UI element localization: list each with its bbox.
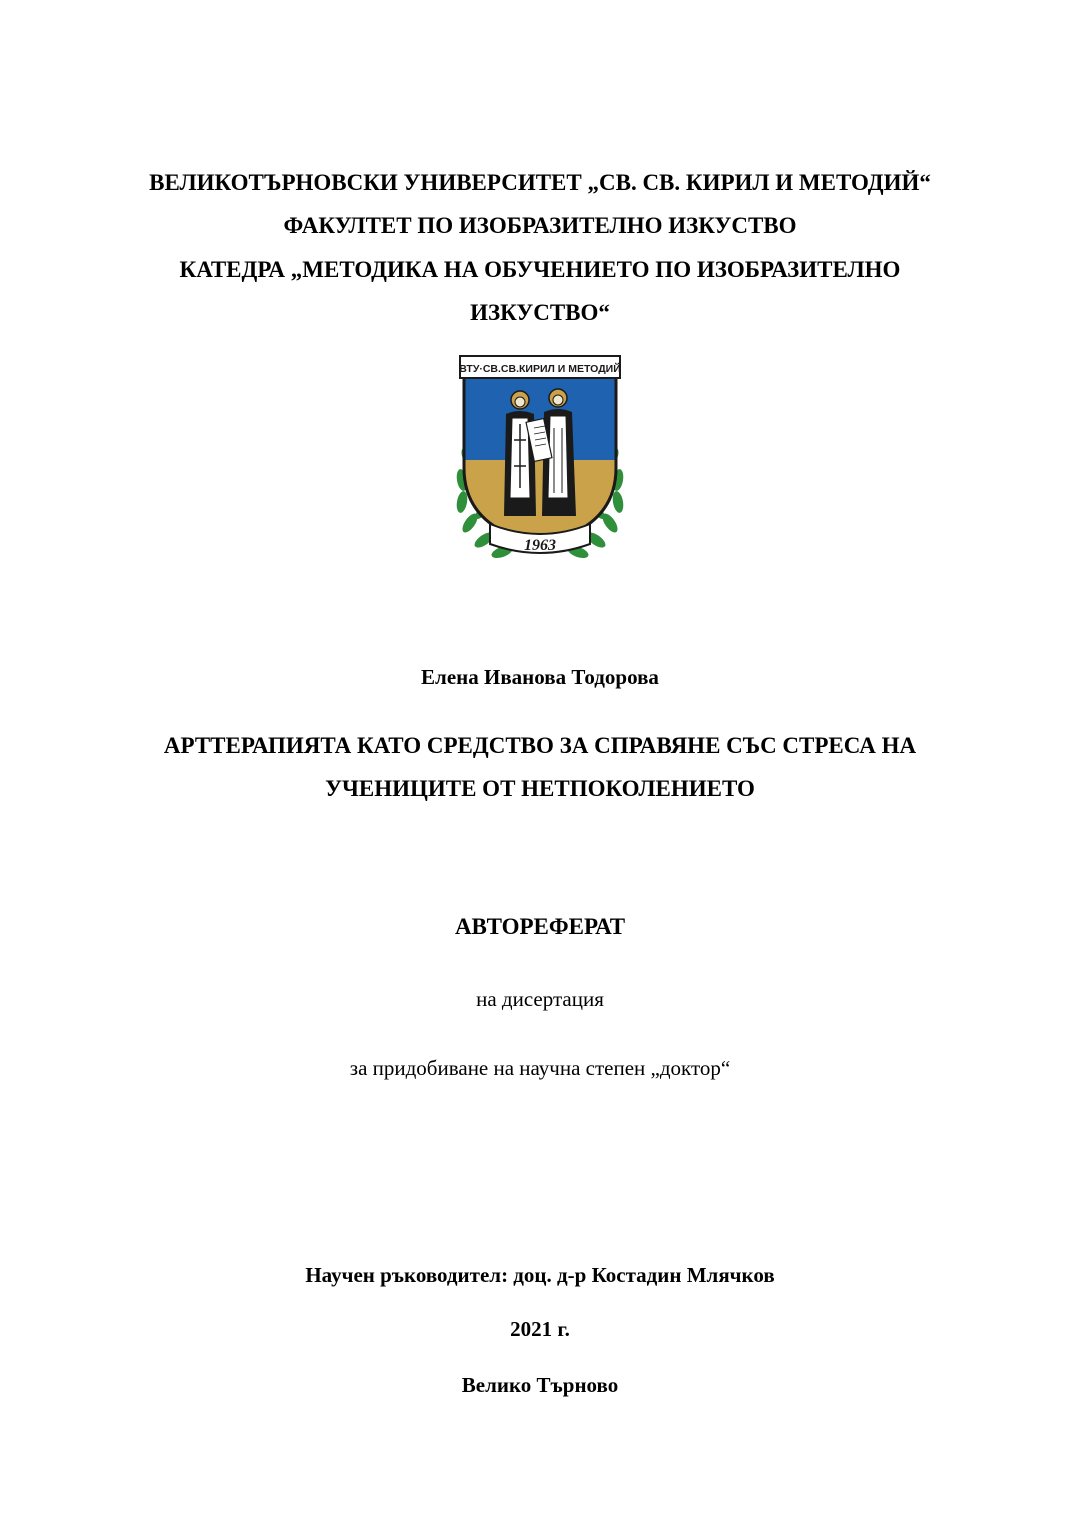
thesis-title-line2: УЧЕНИЦИТЕ ОТ НЕТПОКОЛЕНИЕТО	[325, 776, 755, 801]
author-name: Елена Иванова Тодорова	[421, 665, 659, 689]
founding-year: 1963	[524, 537, 556, 554]
supervisor: Научен ръководител: доц. д-р Костадин Млячков	[305, 1263, 775, 1287]
university-logo	[450, 348, 630, 572]
thesis-title-line1: АРТТЕРАПИЯТА КАТО СРЕДСТВО ЗА СПРАВЯНЕ СЪС СТРЕСА НА	[163, 733, 917, 758]
faculty-name: ФАКУЛТЕТ ПО ИЗОБРАЗИТЕЛНО ИЗКУСТВО	[283, 213, 797, 238]
document-type: АВТОРЕФЕРАТ	[454, 914, 626, 939]
banner-text: ВТУ·СВ.СВ.КИРИЛ И МЕТОДИЙ	[459, 363, 621, 375]
publication-year: 2021 г.	[510, 1317, 570, 1341]
university-name: ВЕЛИКОТЪРНОВСКИ УНИВЕРСИТЕТ „СВ. СВ. КИРИЛ И МЕТОДИЙ“	[149, 170, 931, 195]
department-name-line1: КАТЕДРА „МЕТОДИКА НА ОБУЧЕНИЕТО ПО ИЗОБРАЗИТЕЛНО	[179, 257, 901, 282]
department-name-line2: ИЗКУСТВО“	[470, 300, 610, 325]
city: Велико Търново	[461, 1373, 619, 1397]
document-subtitle-1: на дисертация	[476, 987, 604, 1011]
document-subtitle-2: за придобиване на научна степен „доктор“	[349, 1056, 731, 1080]
